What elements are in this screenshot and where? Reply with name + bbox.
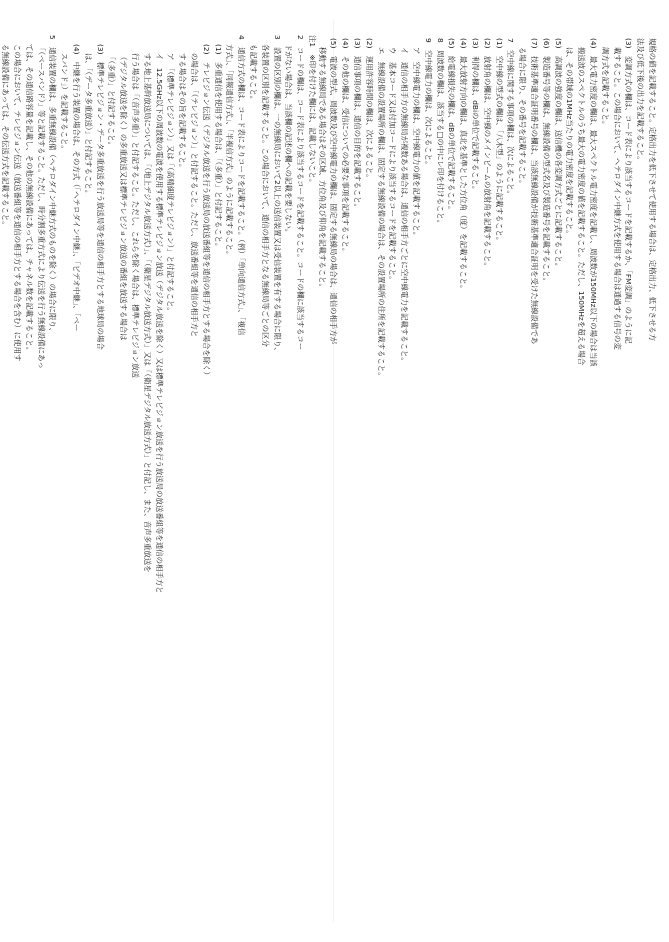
note-line: ては、その通信路容量を記載し、その他の無線設備にあっては、チャネル数を記載すること。 (24, 44, 34, 355)
note-line: イ 12.5GHz以下の周波数の電波を使用する標準テレビジョン放送（デジタル放送を除く）又は標準テレビジョン放送を行う放送局の放送番組等を通信の相手方と (154, 53, 164, 594)
note-line: 調方式を記載すること。 (600, 47, 610, 129)
note-line: ドがない場合は、当該欄の記述の欄への記載を要しない。 (284, 44, 294, 237)
note-line: (4) その他の欄は、受信についての必要な事項を記載すること。 (341, 38, 351, 256)
note-line: (4) 最大電力密度の欄は、最大スペクトル電力密度を記載し、周波数が150MHz以下の場合は当該 (589, 38, 599, 367)
note-line: (3) 変調方式の欄は、コード表により該当するコードを記載するか、「FM変調」のように記 (624, 38, 634, 344)
note-line: エ 無線設備の設置場所の欄は、固定する無線設備の場合は、その設置場所の住所を記載すること。 (376, 47, 386, 380)
note-line: 2 コードの欄は、コード表により該当するコードを記載すること。コードの欄に該当するコー (296, 35, 306, 351)
note-line: 各装置の区別を記載すること。この場合において、通信の相手方となる無線局等ごとの区分 (260, 44, 270, 347)
note-line: (1) 多重通信を使用する場合は、「（多重）」と付記すること。 (213, 44, 223, 251)
note-line: (7) 技術基準適合証明番号の欄は、当該無線設備が技術基準適合証明を受けた無線設備であ (530, 38, 540, 345)
note-line: 行う場合は「（音声多重）」と付記すること。ただし、これらを除く場合は、標準テレビジョン放送 (131, 53, 141, 378)
note-line: ア 「（標準テレビジョン）」又は「（高精細度テレビジョン）」と付記すること。 (166, 53, 176, 315)
note-line: 注1 ※印を付けた欄には、記載しないこと。 (308, 35, 317, 187)
note-line: (6) 製造番号等の欄は、無線設備の型式名及び製造番号を記載すること。 (541, 38, 551, 285)
note-line: も記載すること。 (249, 44, 259, 104)
note-line: (5) 電波の型式、周波数及び空中線電力の欄は、固定する無線局の場合は、通信の相手方が (329, 38, 339, 345)
note-line: ウ 基本コード又は付加コードにより該当するコードを記載すること。 (388, 47, 398, 284)
note-line: 「（ベースバンド）」等と記載すること。ただし、時分割多重方式により伝送を行う無線設備にあっ (36, 44, 46, 369)
notes-column-left (1, 35, 318, 915)
note-line: イ 通信の相手方の無線局が複数ある場合は、通信の相手方ごとに空中線電力を記載すること。 (400, 47, 410, 365)
note-line: 方式」、「同報通信方式」、「半複信方式」のように記載すること。 (225, 44, 235, 259)
note-line: 9 空中線電力の欄は、次によること。 (423, 38, 433, 169)
note-line: (5) 給電線損失の欄は、dBの単位で記載すること。 (447, 38, 457, 214)
note-line: (4) 最大放射方向の欄は、真北を基準とした方位角（度）を記載すること。 (459, 38, 469, 293)
note-line: 「（多重）」と付記すること。 (107, 53, 117, 150)
note-line: (1) 空中線の型式の欄は、「八木型」のように記載すること。 (494, 38, 504, 245)
note-line: る無線設備にあっては、その伝送方式を記載すること。 (1, 44, 11, 229)
note-line: 載すること。この場合において、ヘテロダイン中継方式を使用する場合は通過する信号の変 (612, 47, 622, 350)
note-line: 7 空中線に関する事項の欄は、次によること。 (506, 38, 516, 198)
note-line: ア 空中線電力の欄は、空中線電力の値を記載すること。 (412, 47, 422, 240)
note-line: 法及び低下後の出力を記載すること。 (636, 38, 646, 164)
note-line: 8 周波数の欄は、該当する□の中にレ印を付けること。 (435, 38, 445, 228)
note-line: は、その帯域の1MHz当たりの電力密度を記載すること。 (565, 47, 575, 238)
note-line: る場合に限り、その番号を記載すること。 (518, 47, 528, 188)
notes-column-right (317, 38, 658, 906)
note-line: (3) 通信事項の欄は、通信の目的を記載すること。 (353, 38, 363, 212)
note-line: (4) 中継を行う装置の場合は、その方式（「ヘテロダイン中継」、「ビデオ中継」、「ベー (72, 44, 82, 332)
note-line: (2) 放射角の欄は、空中線のメインビームの放射角を記載すること。 (482, 38, 492, 270)
note-line: (2) 運用許容時間の欄は、次によること。 (364, 38, 374, 182)
note-line: 5 通信装置の欄は、多重無線設備（ヘテロダイン中継方式のものを除く）の場合に限り、 (48, 35, 58, 336)
note-line: スバンド」）を記載すること。 (60, 53, 70, 153)
note-line: (5) 高調波の強度の欄は、送信機の各変調方式ごとに記載すること。 (553, 38, 563, 271)
note-line: (2) テレビジョン伝送（デジタル放送を行う放送局の放送番組等を通信の相手方とする場合を除く） (201, 44, 211, 379)
note-line: この場合において、テレビジョン伝送（放送番組等を通信の相手方とする場合を含む）に使用す (13, 44, 23, 362)
note-line: 4 通信方式の欄は、コード表によりコードを記載すること。（例）「単向通信方式」、「複信 (237, 35, 247, 336)
note-line: 移動する無線局である場合はその区域、方位角及び仰角を記載すること。 (317, 47, 327, 291)
note-line: 規格の値を記載すること。定格出力を低下させて使用する場合は、定格出力、低下させる方 (648, 38, 657, 342)
note-line: (3) 標準テレビジョン・データ多重放送を行う放送局等を通信の相手方とする地球局の場合 (95, 44, 105, 350)
note-line: （デジタル放送を除く）の多重放送又は標準テレビジョン放送の番組を放送する場合は (119, 53, 129, 341)
note-line: 搬送波のスペクトルのうち最大の電力密度の値を記載すること。ただし、150MHzを超える場合 (577, 47, 587, 366)
note-line: する地上基幹放送局については、「（地上デジタル放送方式）」、「（衛星デジタル放送方式）」又は「（衛星デジタル放送方式）」と付記し、また、音声多重放送を (142, 53, 152, 573)
note-line: の場合は、「（テレビジョン）」と付記すること。ただし、放送番組等を通信の相手方と (190, 53, 200, 338)
note-line: する場合はその旨を記載すること。 (178, 53, 188, 172)
note-line: (3) 利得の欄は、dBiの単位で記載すること。 (471, 38, 481, 194)
note-line: 3 設置の区別の欄は、一の無線局において2以上の送信装置又は受信装置を有する場合に限り、 (272, 35, 282, 355)
note-line: は、「（データ多重放送）」と付記すること。 (83, 53, 93, 198)
